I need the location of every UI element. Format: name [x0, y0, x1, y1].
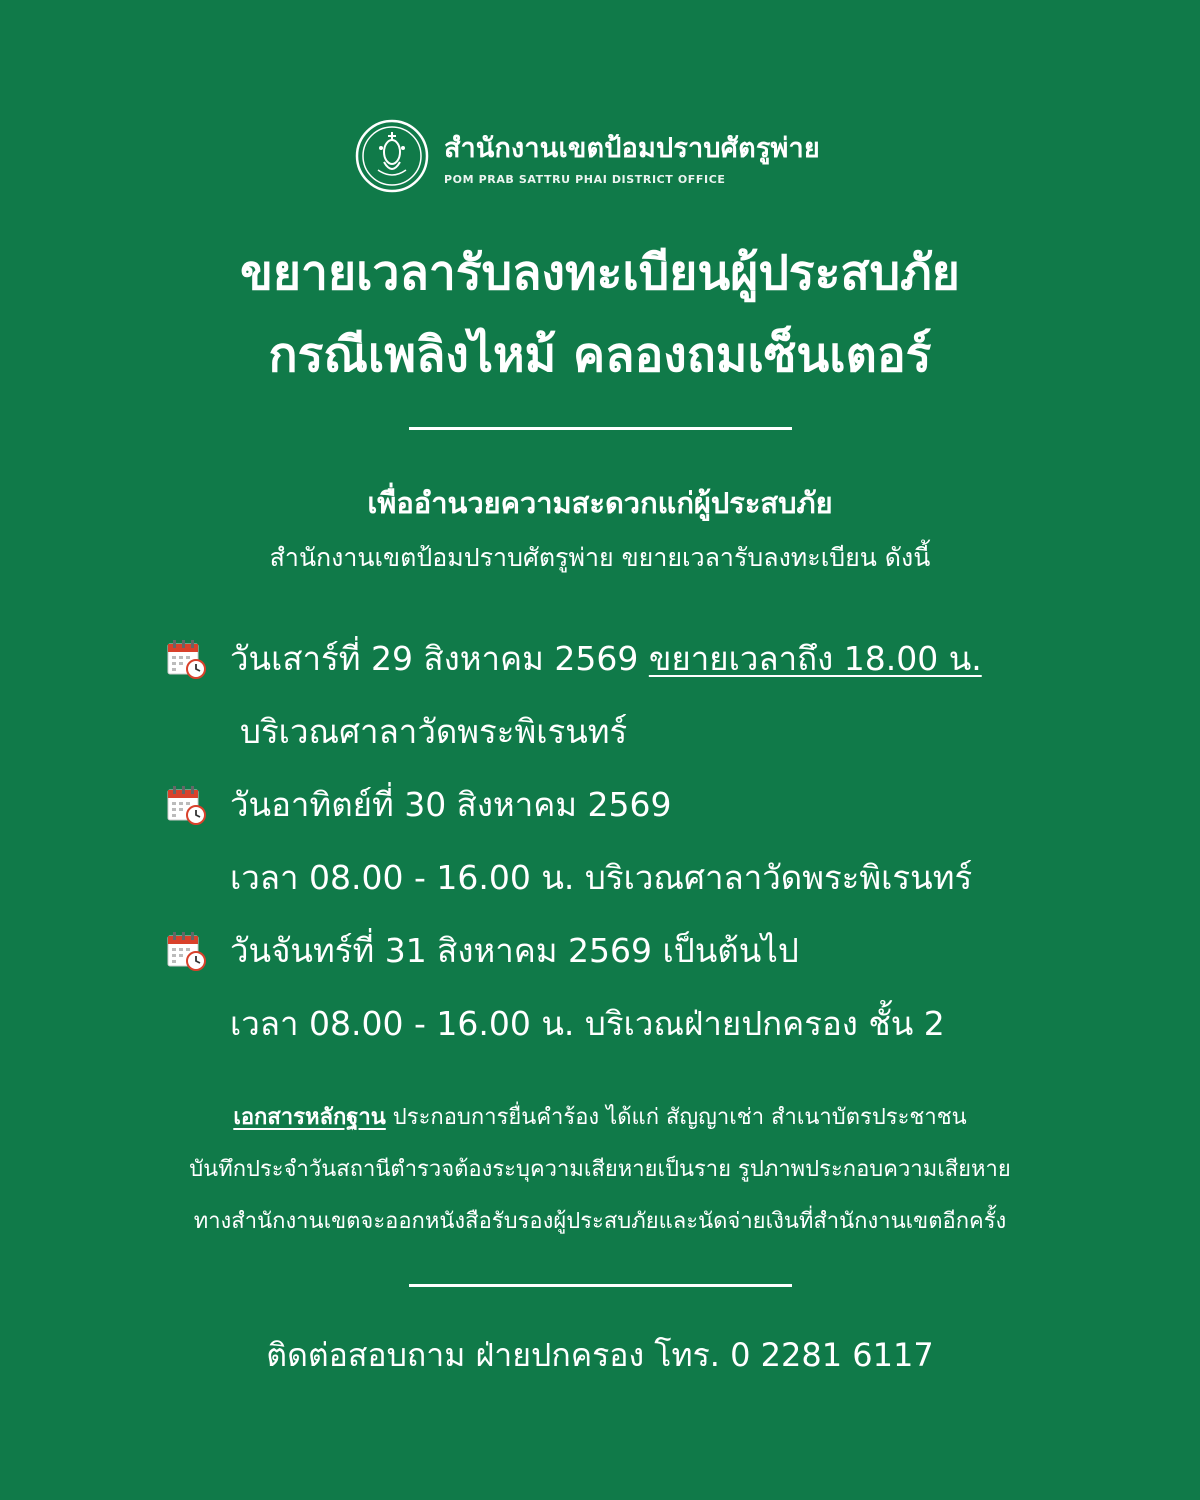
intro-heading: เพื่ออำนวยความสะดวกแก่ผู้ประสบภัย — [367, 486, 833, 520]
documents-line-3: ทางสำนักงานเขตจะออกหนังสือรับรองผู้ประสบภัยและนัดจ่ายเงินที่สำนักงานเขตอีกครั้ง — [193, 1209, 1007, 1234]
office-name-th: สำนักงานเขตป้อมปราบศัตรูพ่าย — [444, 133, 820, 164]
documents-label: เอกสารหลักฐาน — [233, 1105, 386, 1130]
intro-subtitle: สำนักงานเขตป้อมปราบศัตรูพ่าย ขยายเวลารับลงทะเบียน ดังนี้ — [269, 543, 931, 572]
schedule-day-1-extension: ขยายเวลาถึง 18.00 น. — [648, 639, 982, 678]
schedule-day-1-location: บริเวณศาลาวัดพระพิเรนทร์ — [240, 712, 628, 751]
documents-line-1 — [0, 1092, 1200, 1144]
schedule-day-1 — [166, 622, 1126, 695]
calendar-clock-icon — [166, 784, 208, 826]
district-seal-icon — [354, 118, 430, 194]
office-names — [444, 126, 820, 186]
required-documents — [0, 1092, 1200, 1248]
calendar-clock-icon — [166, 930, 208, 972]
schedule-day-3-time-location: เวลา 08.00 - 16.00 น. บริเวณฝ่ายปกครอง ชั้น 2 — [230, 1004, 945, 1043]
documents-line-1-text: ประกอบการยื่นคำร้อง ได้แก่ สัญญาเช่า สำเนาบัตรประชาชน — [385, 1105, 967, 1130]
schedule-day-2-date: วันอาทิตย์ที่ 30 สิงหาคม 2569 — [230, 785, 672, 824]
top-divider — [409, 427, 792, 430]
calendar-clock-icon — [166, 638, 208, 680]
bottom-divider — [409, 1284, 792, 1287]
schedule-list — [166, 622, 1126, 1060]
schedule-day-2-time-location: เวลา 08.00 - 16.00 น. บริเวณศาลาวัดพระพิเรนทร์ — [230, 858, 973, 897]
page-title — [0, 232, 1200, 396]
schedule-day-3-date: วันจันทร์ที่ 31 สิงหาคม 2569 เป็นต้นไป — [230, 931, 799, 970]
title-line-2: กรณีเพลิงไหม้ คลองถมเซ็นเตอร์ — [268, 327, 932, 383]
title-line-1: ขยายเวลารับลงทะเบียนผู้ประสบภัย — [240, 245, 960, 301]
schedule-day-1-date: วันเสาร์ที่ 29 สิงหาคม 2569 — [230, 639, 639, 678]
schedule-day-2 — [166, 768, 1126, 841]
schedule-day-3 — [166, 914, 1126, 987]
office-name-en: POM PRAB SATTRU PHAI DISTRICT OFFICE — [444, 173, 726, 186]
documents-line-2: บันทึกประจำวันสถานีตำรวจต้องระบุความเสียหายเป็นราย รูปภาพประกอบความเสียหาย — [189, 1157, 1011, 1182]
office-header — [354, 118, 820, 194]
contact-info: ติดต่อสอบถาม ฝ่ายปกครอง โทร. 0 2281 6117 — [266, 1336, 934, 1374]
